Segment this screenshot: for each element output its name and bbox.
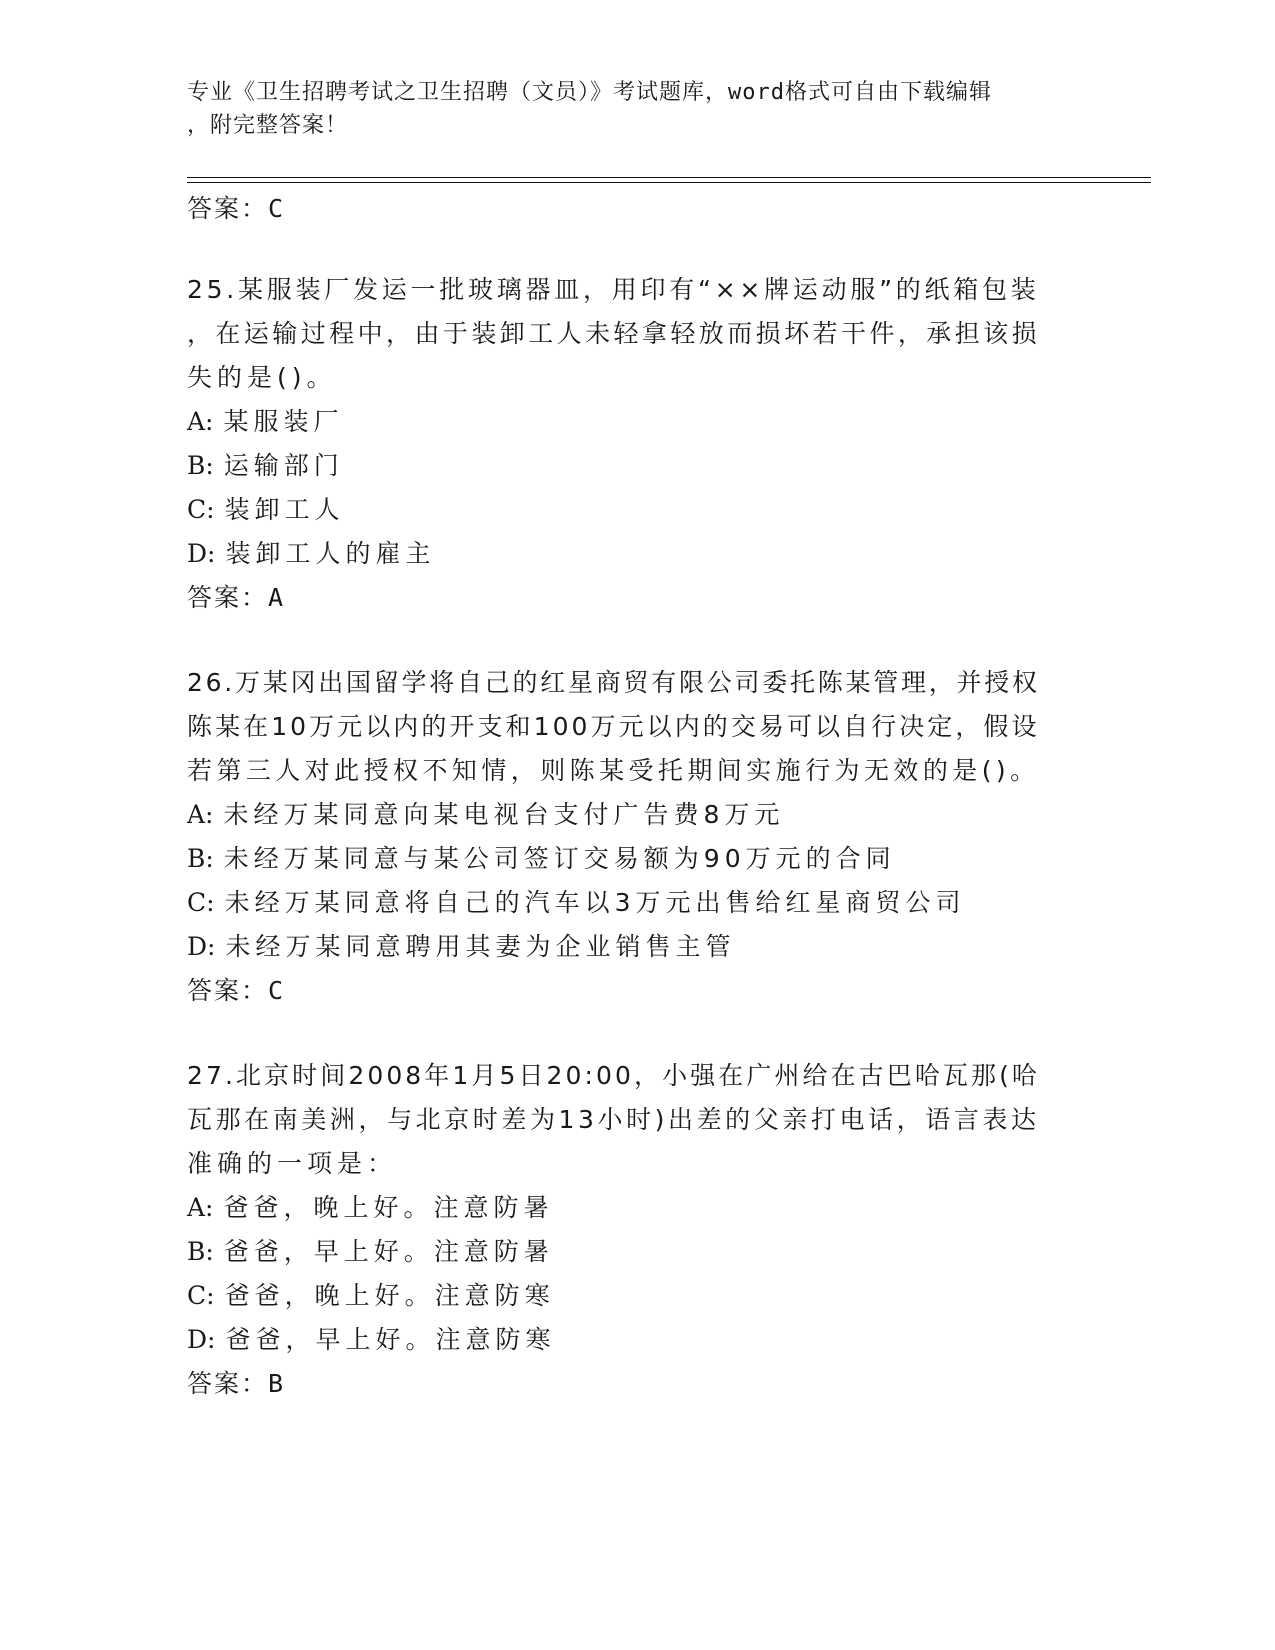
option-text: 爸爸，晚上好。注意防寒 (224, 1281, 555, 1310)
option-b (187, 451, 344, 481)
option-text: 爸爸，早上好。注意防暑 (223, 1237, 554, 1266)
header-line-2: ，附完整答案！ (187, 113, 349, 138)
option-text: 爸爸，晚上好。注意防暑 (223, 1193, 554, 1222)
option-a (187, 1193, 554, 1223)
answer-prev: 答案：C (187, 194, 286, 223)
question-text-line: 若第三人对此授权不知情，则陈某受托期间实施行为无效的是()。 (187, 756, 1040, 785)
question-text-line: 27.北京时间2008年1月5日20:00，小强在广州给在古巴哈瓦那(哈 (187, 1061, 1040, 1090)
option-d (187, 539, 435, 569)
option-letter: C: (187, 888, 215, 917)
option-letter: A: (187, 1193, 214, 1222)
option-text: 未经万某同意聘用其妻为企业销售主管 (225, 932, 736, 961)
header-divider-bottom (187, 182, 1151, 183)
option-text: 装卸工人 (224, 495, 345, 524)
option-text: 未经万某同意向某电视台支付广告费8万元 (223, 800, 785, 829)
option-d (187, 932, 735, 962)
option-letter: A: (187, 800, 214, 829)
option-letter: D: (187, 539, 216, 568)
option-letter: C: (187, 495, 215, 524)
option-letter: C: (187, 1281, 215, 1310)
option-c (187, 1281, 555, 1311)
option-letter: B: (187, 844, 214, 873)
option-text: 运输部门 (223, 451, 344, 480)
question-text-line: 瓦那在南美洲，与北京时差为13小时)出差的父亲打电话，语言表达 (187, 1105, 1040, 1134)
option-text: 爸爸，早上好。注意防寒 (225, 1325, 556, 1354)
question-text-line: 失的是()。 (187, 363, 337, 392)
document-header (187, 76, 1087, 142)
question-text-line: 26.万某冈出国留学将自己的红星商贸有限公司委托陈某管理，并授权 (187, 668, 1040, 697)
option-text: 装卸工人的雇主 (225, 539, 436, 568)
header-divider-top (187, 177, 1151, 178)
answer: 答案：A (187, 583, 286, 612)
option-b (187, 1237, 554, 1267)
option-d (187, 1325, 555, 1355)
answer: 答案：C (187, 976, 286, 1005)
option-a (187, 407, 344, 437)
question-text-line: ，在运输过程中，由于装卸工人未轻拿轻放而损坏若干件，承担该损 (187, 319, 1041, 348)
question-text-line: 准确的一项是： (187, 1149, 398, 1178)
option-letter: D: (187, 1325, 216, 1354)
option-letter: B: (187, 1237, 214, 1266)
header-line-1: 专业《卫生招聘考试之卫生招聘（文员）》考试题库，word格式可自由下载编辑 (187, 80, 992, 105)
option-c (187, 495, 345, 525)
answer: 答案：B (187, 1369, 286, 1398)
question-text-line: 25.某服装厂发运一批玻璃器皿，用印有“××牌运动服”的纸箱包装 (187, 275, 1040, 304)
option-a (187, 800, 784, 830)
option-letter: A: (187, 407, 214, 436)
question-text-line: 陈某在10万元以内的开支和100万元以内的交易可以自行决定，假设 (187, 712, 1040, 741)
option-text: 未经万某同意与某公司签订交易额为90万元的合同 (223, 844, 896, 873)
option-b (187, 844, 896, 874)
option-text: 未经万某同意将自己的汽车以3万元出售给红星商贸公司 (224, 888, 966, 917)
option-letter: B: (187, 451, 214, 480)
option-c (187, 888, 965, 918)
option-text: 某服装厂 (223, 407, 344, 436)
option-letter: D: (187, 932, 216, 961)
